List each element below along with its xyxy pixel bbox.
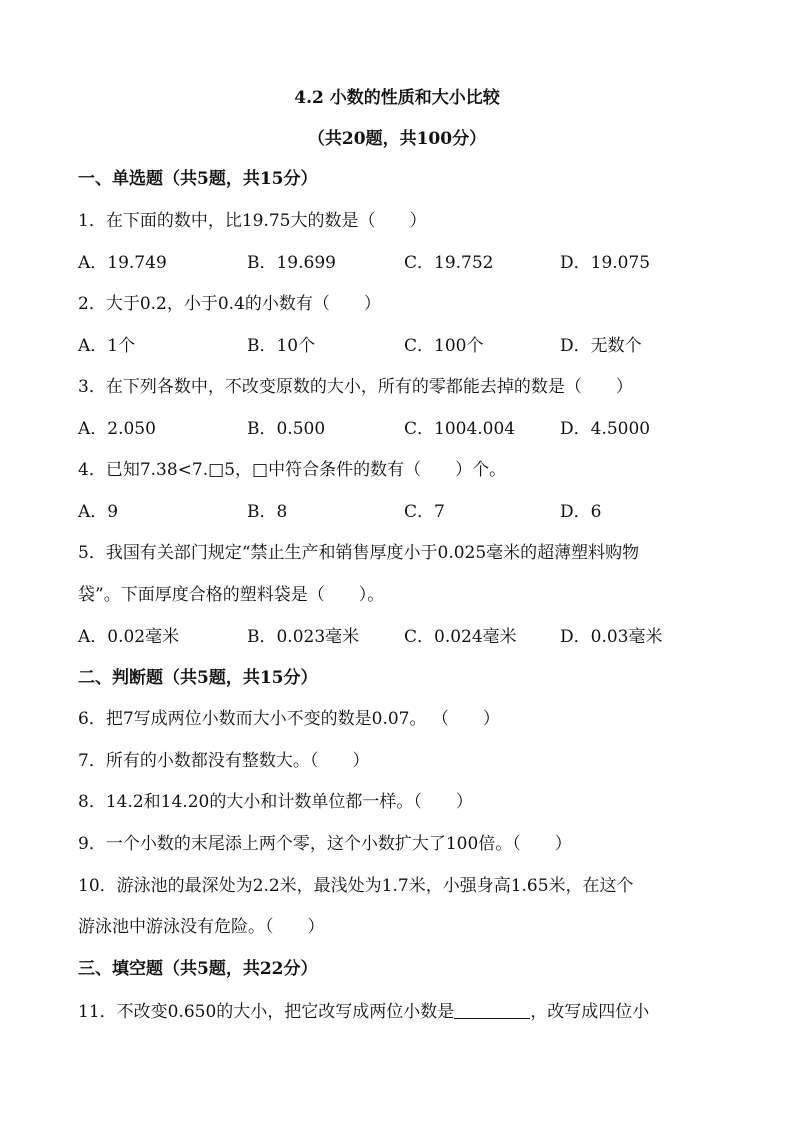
question-9: 9．一个小数的末尾添上两个零，这个小数扩大了100倍。（ ）: [78, 834, 572, 854]
q4-option-a: A．9: [78, 502, 119, 522]
q3-option-c: C．1004.004: [404, 419, 516, 439]
q3-option-b: B．0.500: [247, 419, 326, 439]
section-heading-single-choice: 一、单选题（共5题，共15分）: [78, 169, 318, 189]
q1-option-a: A．19.749: [78, 253, 167, 273]
question-10-line-2: 游泳池中游泳没有危险。（ ）: [78, 917, 325, 937]
question-8: 8．14.2和14.20的大小和计数单位都一样。（ ）: [78, 792, 473, 812]
q2-option-b: B．10个: [247, 336, 316, 356]
q2-option-c: C．100个: [404, 336, 484, 356]
q2-option-a: A．1个: [78, 336, 136, 356]
q1-option-d: D．19.075: [560, 253, 651, 273]
q1-option-c: C．19.752: [404, 253, 494, 273]
q3-option-a: A．2.050: [78, 419, 156, 439]
q2-option-d: D．无数个: [560, 336, 642, 356]
question-2: 2．大于0.2，小于0.4的小数有（ ）: [78, 294, 381, 314]
question-11-text-end: ，改写成四位小: [530, 1002, 650, 1022]
question-1: 1．在下面的数中，比19.75大的数是（ ）: [78, 211, 427, 231]
question-6: 6．把7写成两位小数而大小不变的数是0.07。 （ ）: [78, 709, 500, 729]
question-3: 3．在下列各数中，不改变原数的大小，所有的零都能去掉的数是（ ）: [78, 377, 633, 397]
q5-option-b: B．0.023毫米: [247, 627, 360, 647]
question-5-line-2: 袋”。下面厚度合格的塑料袋是（ ）。: [78, 585, 385, 605]
q4-option-c: C．7: [404, 502, 445, 522]
q4-option-d: D．6: [560, 502, 602, 522]
question-5-line-1: 5．我国有关部门规定“禁止生产和销售厚度小于0.025毫米的超薄塑料购物: [78, 543, 640, 563]
q5-option-c: C．0.024毫米: [404, 627, 517, 647]
section-heading-true-false: 二、判断题（共5题，共15分）: [78, 668, 318, 688]
question-10-line-1: 10．游泳池的最深处为2.2米，最浅处为1.7米，小强身高1.65米，在这个: [78, 876, 634, 896]
q5-option-d: D．0.03毫米: [560, 627, 663, 647]
q5-option-a: A．0.02毫米: [78, 627, 180, 647]
answer-blank[interactable]: [454, 1000, 530, 1019]
question-7: 7．所有的小数都没有整数大。（ ）: [78, 751, 370, 771]
page-title: 4.2 小数的性质和大小比较: [294, 88, 500, 108]
question-4: 4．已知7.38<7.□5，□中符合条件的数有（ ）个。: [78, 460, 507, 480]
section-heading-fill-blank: 三、填空题（共5题，共22分）: [78, 959, 318, 979]
q4-option-b: B．8: [247, 502, 288, 522]
q3-option-d: D．4.5000: [560, 419, 651, 439]
q1-option-b: B．19.699: [247, 253, 336, 273]
question-11: [78, 1000, 649, 1024]
question-11-text-start: 11．不改变0.650的大小，把它改写成两位小数是: [78, 1002, 455, 1022]
page-subtitle: （共20题，共100分）: [307, 129, 487, 149]
